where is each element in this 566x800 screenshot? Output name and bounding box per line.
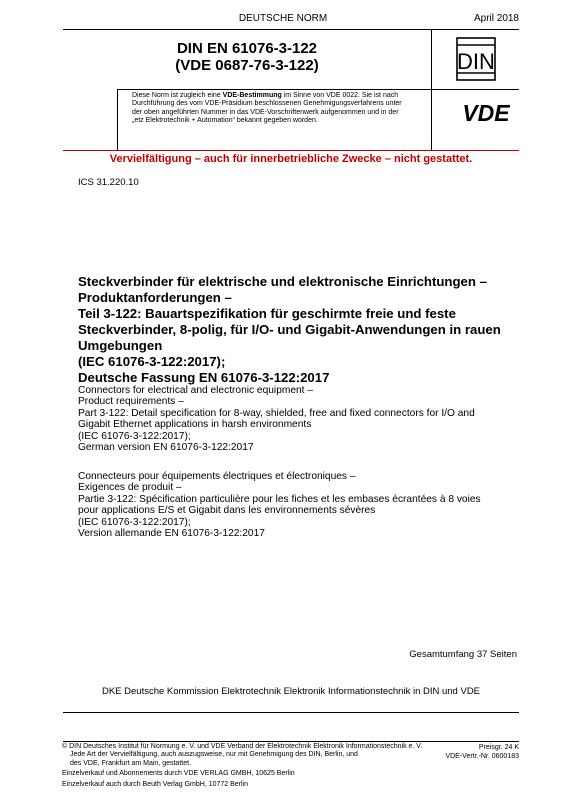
vde-note-line3: der oben angeführten Nummer in das VDE-Vorschriftenwerk aufgenommen und in der: [132, 108, 399, 116]
title-french-line: Exigences de produit –: [78, 482, 182, 494]
vde-note-line4: „etz Elektrotechnik + Automation“ bekannt gegeben worden.: [132, 116, 318, 124]
title-french-line: Version allemande EN 61076-3-122:2017: [78, 528, 265, 540]
standard-number-block: [63, 40, 431, 74]
copyright-line: des VDE, Frankfurt am Main, gestattet.: [70, 759, 191, 767]
vde-note-bold: VDE-Bestimmung: [222, 92, 282, 99]
footer-rule-top: [63, 712, 519, 713]
vde-note-line1: im Sinne von VDE 0022. Sie ist nach: [281, 92, 399, 99]
title-german-line: Umgebungen: [78, 338, 163, 353]
vde-note-line2: Durchführung des vom VDE-Präsidium beschlossenen Genehmigungsverfahrens unter: [132, 100, 402, 108]
vde-note: [132, 92, 430, 125]
sales-beuth: Einzelverkauf auch durch Beuth Verlag GmbH, 10772 Berlin: [62, 781, 248, 788]
copyright-block: [62, 743, 462, 768]
title-english-line: Product requirements –: [78, 396, 184, 408]
din-logo: [456, 37, 496, 81]
title-french-line: pour applications E/S et Gigabit dans les environnements sévères: [78, 505, 376, 517]
ics-code: ICS 31.220.10: [78, 177, 139, 188]
title-german-line: Steckverbinder für elektrische und elektronische Einrichtungen –: [78, 274, 487, 289]
note-left-divider: [117, 89, 118, 150]
footer-rule-bottom: [63, 741, 519, 742]
title-english-line: Connectors for electrical and electronic equipment –: [78, 385, 314, 396]
din-logo-graphic: [456, 37, 496, 81]
vde-note-prefix: Diese Norm ist zugleich eine: [132, 92, 223, 99]
title-english-line: German version EN 61076-3-122:2017: [78, 442, 254, 454]
total-pages: Gesamtumfang 37 Seiten: [409, 649, 517, 660]
copyright-line: © DIN Deutsches Institut für Normung e. V. und VDE Verband der Elektrotechnik Elektronik Informationstechnik e. V.: [62, 743, 423, 750]
vde-logo-graphic: [450, 99, 522, 127]
title-german-line: Deutsche Fassung EN 61076-3-122:2017: [78, 370, 330, 385]
standard-number: DIN EN 61076-3-122: [176, 40, 318, 57]
price-group: Preisgr. 24 K: [478, 744, 519, 751]
title-english: [78, 385, 518, 453]
title-german-line: Teil 3-122: Bauartspezifikation für geschirmte freie und feste: [78, 306, 456, 321]
publication-date: April 2018: [473, 13, 519, 24]
sales-vde: Einzelverkauf und Abonnements durch VDE VERLAG GMBH, 10625 Berlin: [62, 770, 295, 777]
title-german-line: Steckverbinder, 8-polig, für I/O- und Gigabit-Anwendungen in rauen: [78, 322, 501, 337]
copyright-line: Jede Art der Vervielfältigung, auch auszugsweise, nur mit Genehmigung des DIN, Berlin, und: [70, 751, 358, 759]
title-german-line: Produktanforderungen –: [78, 290, 232, 305]
title-french-line: Partie 3-122: Spécification particulière pour les fiches et les embases écrantées à 8 voies: [78, 493, 481, 505]
vde-classification: (VDE 0687-76-3-122): [175, 57, 319, 74]
warning-rule-top: [63, 150, 519, 151]
title-french-line: (IEC 61076-3-122:2017);: [78, 516, 191, 528]
title-german-line: (IEC 61076-3-122:2017);: [78, 354, 226, 369]
doc-type-label: DEUTSCHE NORM: [238, 13, 328, 24]
note-rule: [117, 89, 519, 90]
title-english-line: (IEC 61076-3-122:2017);: [78, 430, 191, 442]
title-french: [78, 471, 518, 539]
title-french-line: Connecteurs pour équipements électriques et électroniques –: [78, 471, 356, 482]
vde-order-number: VDE-Vertr.-Nr. 0600183: [445, 753, 519, 760]
copy-warning: Vervielfältigung – auch für innerbetriebliche Zwecke – nicht gestattet.: [109, 153, 473, 165]
title-english-line: Part 3-122: Detail specification for 8-way, shielded, free and fixed connectors for I/O and: [78, 407, 475, 419]
title-english-line: Gigabit Ethernet applications in harsh environments: [78, 419, 312, 431]
vde-logo-text: VDE: [462, 100, 510, 126]
title-german: [78, 274, 518, 386]
din-logo-text: DIN: [457, 49, 495, 74]
header-rule: [63, 29, 519, 30]
vde-logo: [450, 99, 522, 127]
dke-line: DKE Deutsche Kommission Elektrotechnik Elektronik Informationstechnik in DIN und VDE: [101, 686, 481, 697]
